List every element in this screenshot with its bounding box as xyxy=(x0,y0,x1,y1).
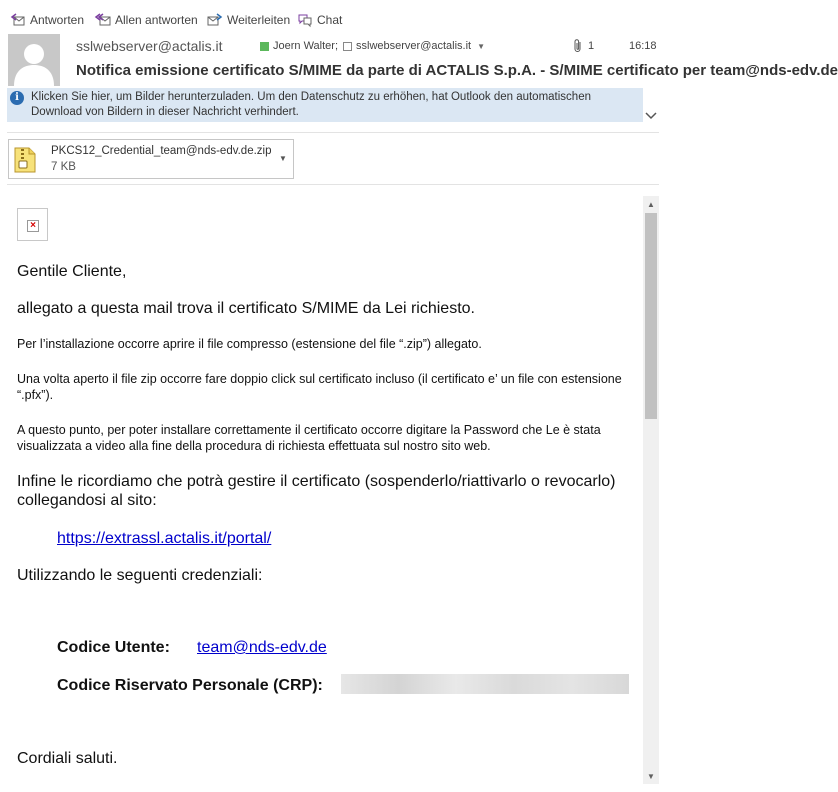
recipients[interactable] xyxy=(260,40,485,52)
forward-icon xyxy=(207,12,223,28)
sender-address[interactable]: sslwebserver@actalis.it xyxy=(76,38,223,54)
redacted-crp-value xyxy=(341,674,629,694)
paperclip-icon xyxy=(572,38,584,54)
body-paragraph: Infine le ricordiamo che potrà gestire il certificato (sospenderlo/riattivarlo o revocarlo) collegandosi al sito: xyxy=(17,473,616,509)
reply-all-icon xyxy=(95,12,111,28)
divider xyxy=(7,184,659,185)
reply-label: Antworten xyxy=(30,13,85,27)
expand-header-chevron-icon[interactable] xyxy=(644,110,658,122)
download-images-infobar[interactable] xyxy=(7,88,643,122)
infobar-text[interactable]: Klicken Sie hier, um Bilder herunterzuladen. Um den Datenschutz zu erhöhen, hat Outlook den automatischen Download von Bildern in dieser Nachricht verhindert. xyxy=(31,91,591,118)
person-icon xyxy=(8,34,60,86)
user-code-link[interactable]: team@nds-edv.de xyxy=(197,639,327,656)
info-icon: i xyxy=(10,91,24,105)
body-paragraph: A questo punto, per poter installare correttamente il certificato occorre digitare la Password che Le è stata visualizzata a video alla fine della procedura di richiesta effettuata sul nostro sito web. xyxy=(17,423,601,453)
chat-label: Chat xyxy=(317,13,343,27)
forward-label: Weiterleiten xyxy=(227,13,291,27)
email-subject: Notifica emissione certificato S/MIME da parte di ACTALIS S.p.A. - S/MIME certificato per team@nds-edv.de xyxy=(76,62,838,79)
attachment-item[interactable] xyxy=(8,139,294,179)
received-time: 16:18 xyxy=(629,40,657,52)
user-code-label: Codice Utente: xyxy=(57,639,170,656)
attachment-size: 7 KB xyxy=(51,161,76,173)
reply-all-label: Allen antworten xyxy=(115,13,198,27)
sender-avatar[interactable] xyxy=(8,34,60,86)
scroll-thumb[interactable] xyxy=(645,213,657,419)
portal-link[interactable]: https://extrassl.actalis.it/portal/ xyxy=(57,530,272,547)
presence-unknown-icon xyxy=(343,42,352,51)
body-paragraph: Utilizzando le seguenti credenziali: xyxy=(17,567,263,584)
broken-image-icon: × xyxy=(27,220,39,232)
attachment-menu-chevron-icon[interactable]: ▼ xyxy=(279,154,287,163)
divider xyxy=(7,132,659,133)
presence-available-icon xyxy=(260,42,269,51)
reply-all-button[interactable] xyxy=(95,11,198,29)
zip-file-icon xyxy=(13,146,37,174)
crp-label: Codice Riservato Personale (CRP): xyxy=(57,677,323,694)
scroll-up-icon[interactable]: ▲ xyxy=(647,199,655,209)
body-paragraph: Per l’installazione occorre aprire il file compresso (estensione del file “.zip”) allegato. xyxy=(17,337,482,351)
reply-icon xyxy=(10,12,26,28)
attachment-name: PKCS12_Credential_team@nds-edv.de.zip xyxy=(51,145,272,157)
reply-button[interactable] xyxy=(10,11,84,29)
closing: Cordiali saluti. xyxy=(17,750,118,767)
body-scrollbar[interactable] xyxy=(643,196,659,784)
attachment-count xyxy=(572,38,594,54)
recipient-sslwebserver[interactable]: sslwebserver@actalis.it xyxy=(356,40,472,52)
email-body xyxy=(0,196,642,792)
chat-icon xyxy=(297,12,313,28)
chevron-down-icon[interactable]: ▼ xyxy=(477,41,486,51)
scroll-down-icon[interactable]: ▼ xyxy=(647,771,655,781)
body-paragraph: allegato a questa mail trova il certificato S/MIME da Lei richiesto. xyxy=(17,300,475,317)
body-paragraph: Una volta aperto il file zip occorre fare doppio click sul certificato incluso (il certificato e’ un file con estensione “.pfx”). xyxy=(17,372,622,402)
chat-button[interactable] xyxy=(297,11,342,29)
greeting: Gentile Cliente, xyxy=(17,263,127,280)
forward-button[interactable] xyxy=(207,11,290,29)
blocked-image-placeholder[interactable] xyxy=(17,208,48,241)
message-toolbar xyxy=(0,0,666,34)
recipient-joern-walter[interactable]: Joern Walter; xyxy=(273,40,339,52)
attachment-count-value: 1 xyxy=(588,40,595,52)
